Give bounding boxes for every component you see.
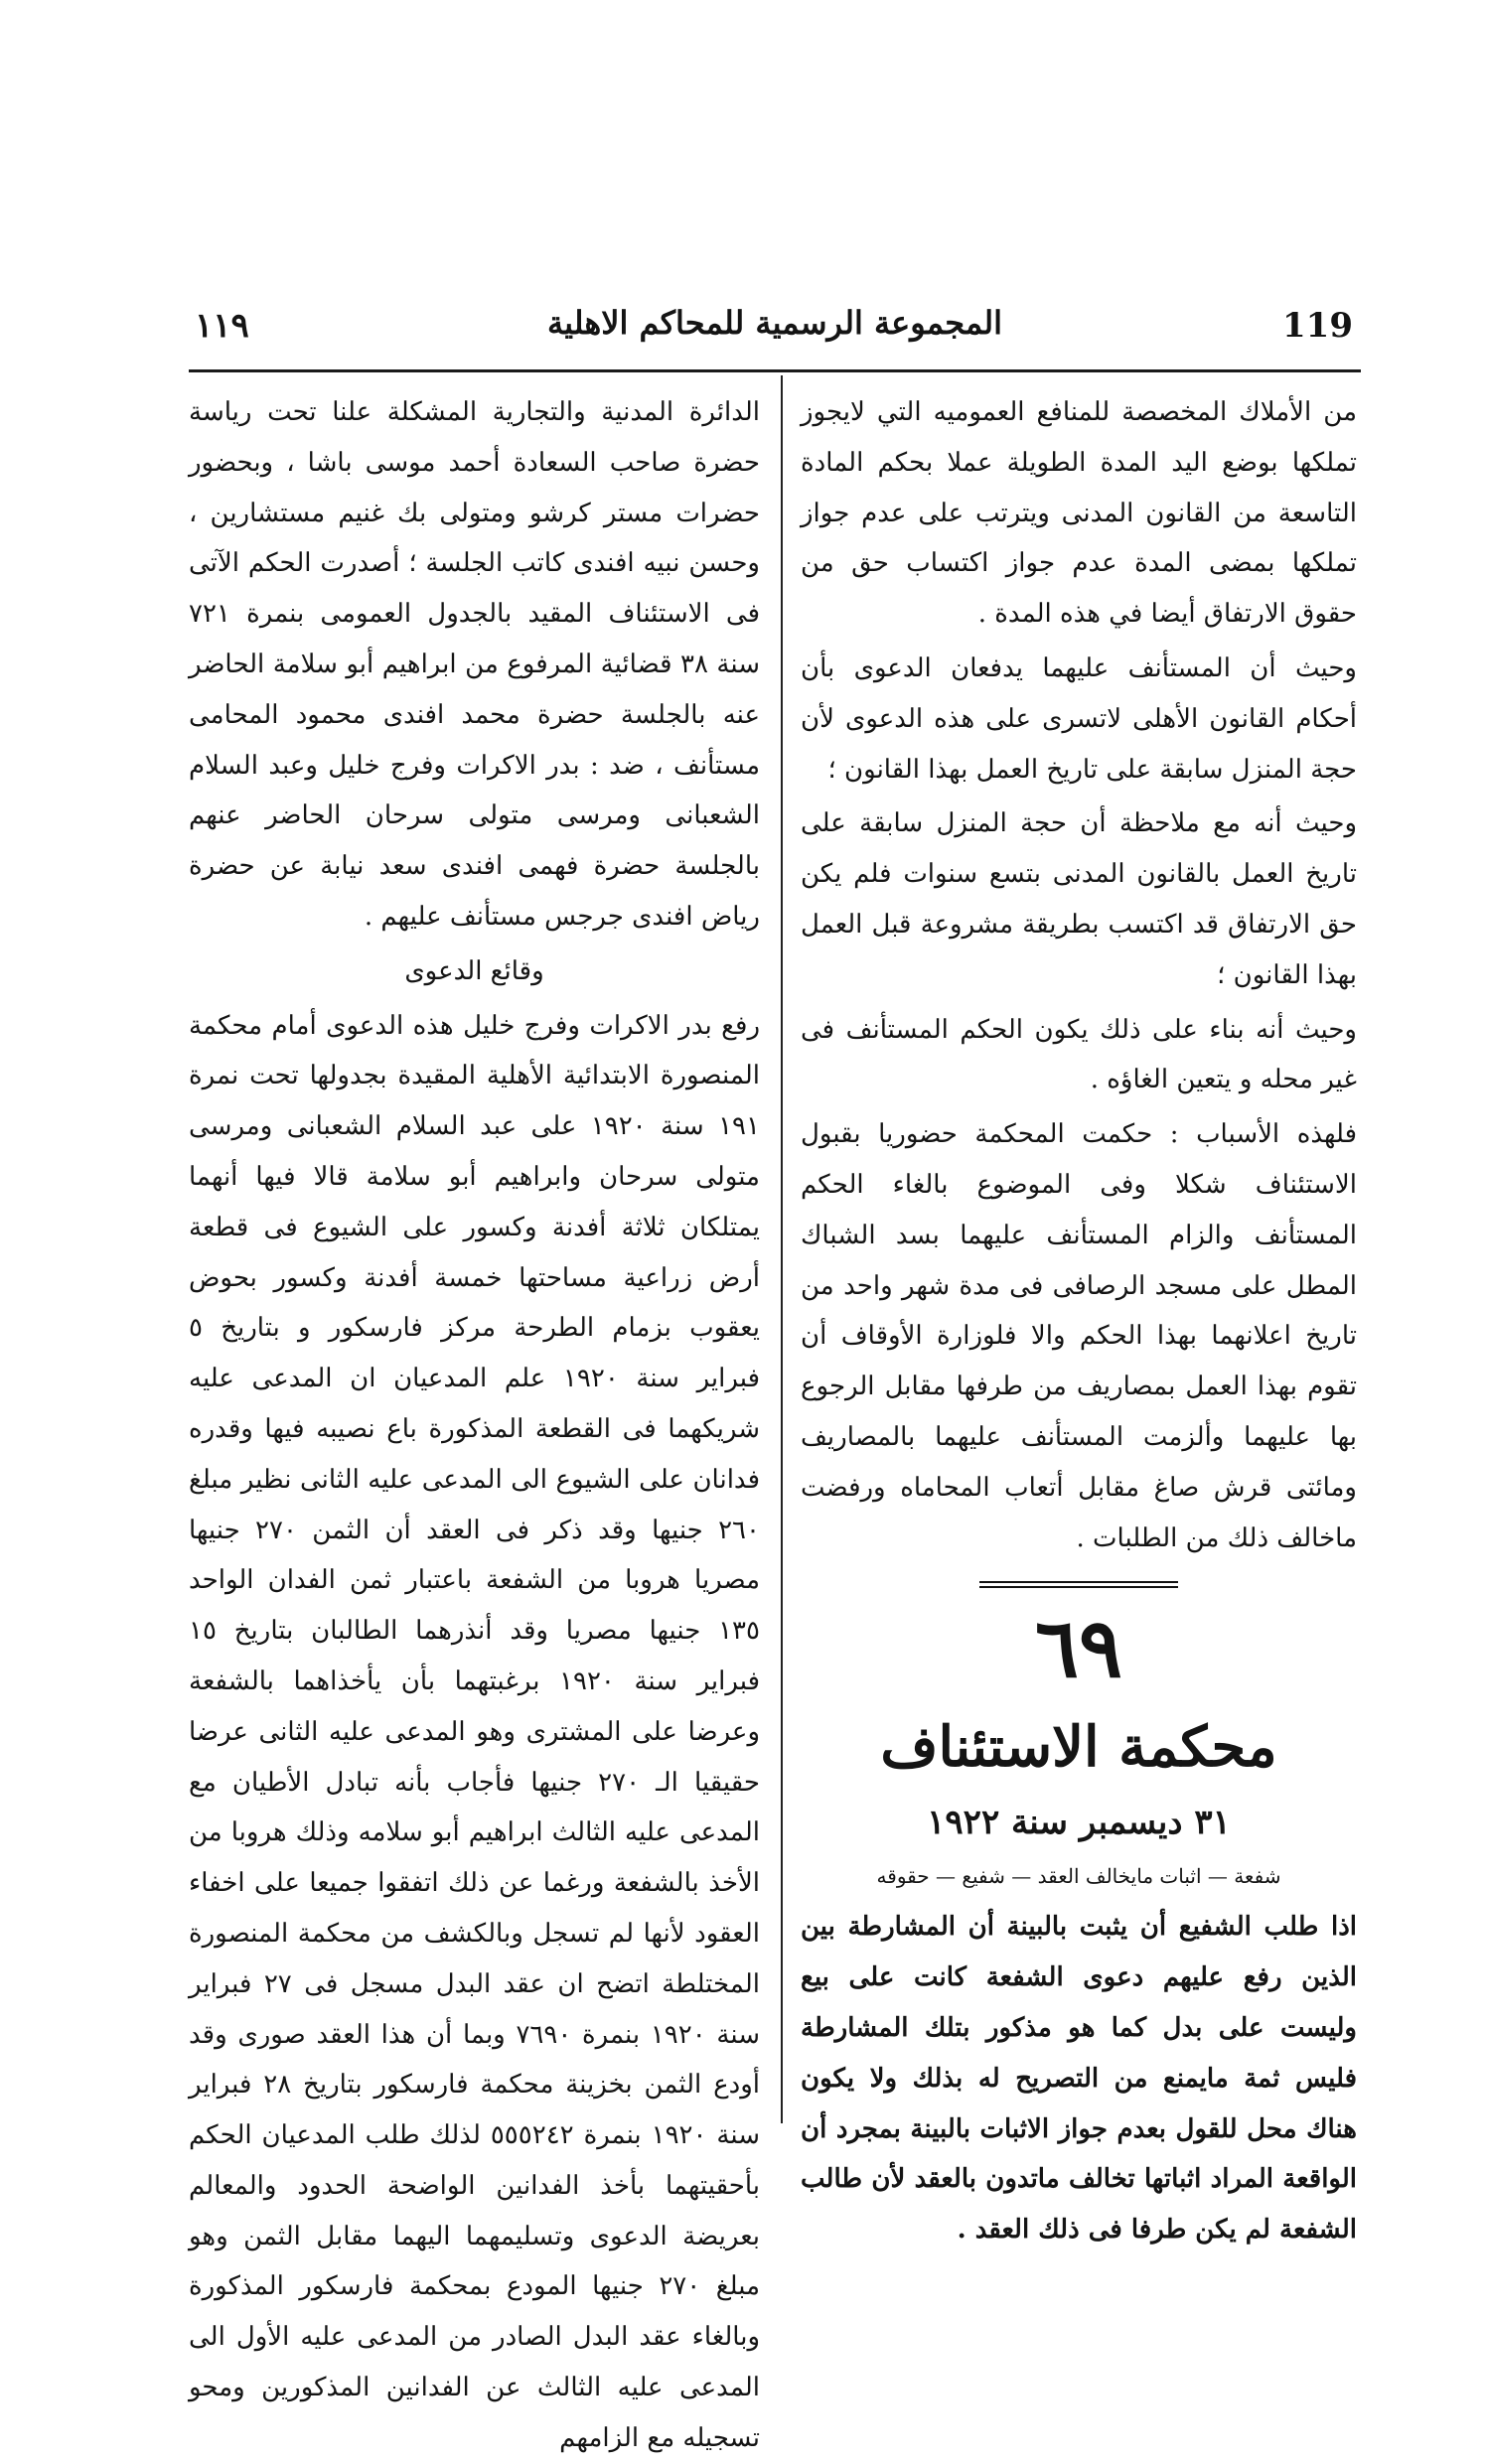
case-keywords: شفعة — اثبات مايخالف العقد — شفيع — حقوقه xyxy=(876,1864,1281,1889)
judgment-paragraph: فلهذه الأسباب : حكمت المحكمة حضوريا بقبول الاستئناف شكلا وفى الموضوع بالغاء الحكم المستأنف والزام المستأنف عليهما بسد الشباك المطل على مسجد الرصافى فى مدة شهر واحد من تاريخ اعلانهما بهذا الحكم والا فلوزارة الأوقاف أن تقوم بهذا العمل بمصاريف من طرفها مقابل الرجوع بها عليهما وألزمت المستأنف عليهما بالمصاريف ومائتى قرش صاغ مقابل أتعاب المحاماه ورفضت ماخالف ذلك من الطلبات . xyxy=(801,1119,1357,1553)
case-summary: اذا طلب الشفيع أن يثبت بالبينة أن المشارطة بين الذين رفع عليهم دعوى الشفعة كانت على بيع وليست على بدل كما هو مذكور بتلك المشارطة فليس ثمة مايمنع من التصريح له بذلك ولا يكون هناك محل للقول بعدم جواز الاثبات بالبينة بمجرد أن الواقعة المراد اثباتها تخالف ماتدون بالعقد لأن طالب الشفعة لم يكن طرفا فى ذلك العقد . xyxy=(801,1912,1357,2246)
paragraph: وحيث أنه بناء على ذلك يكون الحكم المستأنف فى غير محله و يتعين الغاؤه . xyxy=(801,1014,1357,1095)
court-composition-paragraph: الدائرة المدنية والتجارية المشكلة علنا تحت رياسة حضرة صاحب السعادة أحمد موسى باشا ، وبحضور حضرات مستر كرشو ومتولى بك غنيم مستشارين ، وحسن نبيه افندى كاتب الجلسة ؛ أصدرت الحكم الآتى فى الاستئناف المقيد بالجدول العمومى بنمرة ٧٢١ سنة ٣٨ قضائية المرفوع من ابراهيم أبو سلامة الحاضر عنه بالجلسة حضرة محمد افندى محمود المحامى مستأنف ، ضد : بدر الاكرات وفرج خليل وعبد السلام الشعبانى ومرسى متولى سرحان الحاضر عنهم بالجلسة حضرة فهمى افندى سعد نيابة عن حضرة رياض افندى جرجس مستأنف عليهم . xyxy=(189,397,760,932)
right-column xyxy=(801,387,1357,2255)
paragraph: وحيث أنه مع ملاحظة أن حجة المنزل سابقة على تاريخ العمل بالقانون المدنى بتسع سنوات فلم يكن حق الارتفاق قد اكتسب بطريقة مشروعة قبل العمل بهذا القانون ؛ xyxy=(801,808,1357,990)
running-title: المجموعة الرسمية للمحاكم الاهلية xyxy=(546,304,1003,342)
court-name: محكمة الاستئناف xyxy=(880,1714,1277,1781)
page-number-arabic: ١١٩ xyxy=(195,306,249,346)
page-header xyxy=(189,298,1361,358)
facts-heading: وقائع الدعوى xyxy=(404,955,544,986)
paragraph: من الأملاك المخصصة للمنافع العموميه التي لايجوز تملكها بوضع اليد المدة الطويلة عملا بحكم المادة التاسعة من القانون المدنى ويترتب على عدم جواز تملكها بمضى المدة عدم جواز اكتساب حق من حقوق الارتفاق أيضا في هذه المدة . xyxy=(801,397,1357,630)
page-number-latin: 119 xyxy=(1282,306,1353,346)
left-column xyxy=(189,387,760,2464)
paragraph: وحيث أن المستأنف عليهما يدفعان الدعوى بأن أحكام القانون الأهلى لاتسرى على هذه الدعوى لأن حجة المنزل سابقة على تاريخ العمل بهذا القانون ؛ xyxy=(801,652,1357,785)
column-divider xyxy=(781,375,783,2123)
header-rule xyxy=(189,369,1361,372)
case-heading xyxy=(801,1581,1357,1854)
case-number: ٦٩ xyxy=(1034,1601,1123,1697)
facts-paragraph: رفع بدر الاكرات وفرج خليل هذه الدعوى أمام محكمة المنصورة الابتدائية الأهلية المقيدة بجدولها تحت نمرة ١٩١ سنة ١٩٢٠ على عبد السلام الشعبانى ومرسى متولى سرحان وابراهيم أبو سلامة قالا فيها أنهما يمتلكان ثلاثة أفدنة وكسور على الشيوع فى قطعة أرض زراعية مساحتها خمسة أفدنة وكسور بحوض يعقوب بزمام الطرحة مركز فارسكور و بتاريخ ٥ فبراير سنة ١٩٢٠ علم المدعيان ان المدعى عليه شريكهما فى القطعة المذكورة باع نصيبه فيها وقدره فدانان على الشيوع الى المدعى عليه الثانى نظير مبلغ ٢٦٠ جنيها وقد ذكر فى العقد أن الثمن ٢٧٠ جنيها مصريا هروبا من الشفعة باعتبار ثمن الفدان الواحد ١٣٥ جنيها مصريا وقد أنذرهما الطالبان بتاريخ ١٥ فبراير سنة ١٩٢٠ برغبتهما بأن يأخذاهما بالشفعة وعرضا على المشترى وهو المدعى عليه الثانى عرضا حقيقيا الـ ٢٧٠ جنيها فأجاب بأنه تبادل الأطيان مع المدعى عليه الثالث ابراهيم أبو سلامه وذلك هروبا من الأخذ بالشفعة ورغما عن ذلك اتفقوا جميعا على اخفاء العقود لأنها لم تسجل وبالكشف من محكمة المنصورة المختلطة اتضح ان عقد البدل مسجل فى ٢٧ فبراير سنة ١٩٢٠ بنمرة ٧٦٩٠ وبما أن هذا العقد صورى وقد أودع الثمن بخزينة محكمة فارسكور بتاريخ ٢٨ فبراير سنة ١٩٢٠ بنمرة ٥٥٥٢٤٢ لذلك طلب المدعيان الحكم بأحقيتهما بأخذ الفدانين الواضحة الحدود والمعالم بعريضة الدعوى وتسليمهما اليهما مقابل الثمن وهو مبلغ ٢٧٠ جنيها المودع بمحكمة فارسكور المذكورة وبالغاء عقد البدل الصادر من المدعى عليه الأول الى المدعى عليه الثالث عن الفدانين المذكورين ومحو تسجيله مع الزامهم xyxy=(189,1010,761,2453)
section-separator xyxy=(979,1581,1178,1588)
case-date: ٣١ ديسمبر سنة ١٩٢٢ xyxy=(927,1803,1231,1843)
